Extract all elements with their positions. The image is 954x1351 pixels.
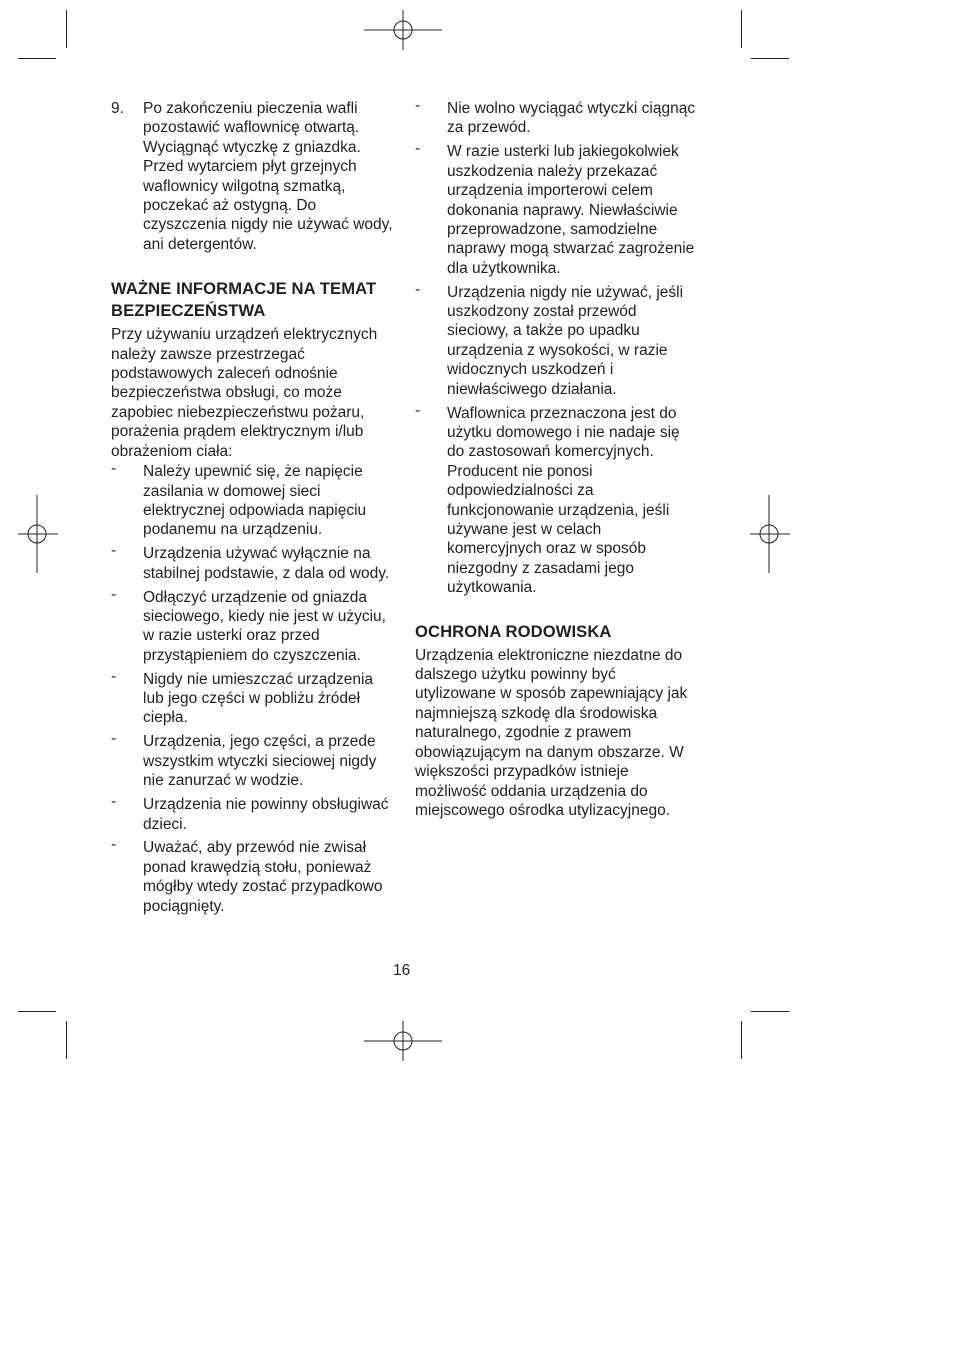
list-item — [111, 795, 393, 834]
crop-mark — [18, 58, 56, 59]
numbered-step-9 — [111, 99, 393, 254]
crop-mark — [18, 1011, 56, 1012]
list-item — [415, 401, 700, 598]
crop-mark — [751, 1011, 789, 1012]
list-dash: - — [111, 667, 117, 685]
list-item — [111, 732, 393, 790]
list-item — [111, 667, 393, 728]
environment-heading: OCHRONA RODOWISKA — [415, 621, 612, 641]
step-number: 9. — [111, 100, 124, 117]
crop-mark — [66, 10, 67, 48]
list-dash: - — [111, 793, 117, 811]
registration-mark-icon — [364, 1021, 442, 1061]
list-dash: - — [415, 401, 421, 419]
list-item-text: Urządzenia nie powinny obsługiwać dzieci. — [143, 796, 389, 833]
list-item — [415, 99, 700, 138]
crop-mark — [66, 1021, 67, 1059]
list-item-text: W razie usterki lub jakiegokolwiek uszkodzenia należy przekazać urządzenia importerowi celem dokonania naprawy. Niewłaściwie przeprowadzone, samodzielne naprawy mogą stwarzać zagrożenie dla użytkownika. — [447, 143, 695, 277]
registration-mark-icon — [364, 10, 442, 50]
list-dash: - — [415, 140, 421, 158]
safety-intro: Przy używaniu urządzeń elektrycznych należy zawsze przestrzegać podstawowych zaleceń odnośnie bezpieczeństwa obsługi, co może zapobiec niebezpieczeństwu pożaru, porażenia prądem elektrycznym i/lub obrażeniom ciała: — [111, 326, 378, 460]
list-item-text: Należy upewnić się, że napięcie zasilania w domowej sieci elektrycznej odpowiada napięciu podanemu na urządzeniu. — [143, 463, 367, 539]
list-item — [111, 544, 393, 583]
list-item-text: Waflownica przeznaczona jest do użytku domowego i nie nadaje się do zastosowań komercyjnych. Producent nie ponosi odpowiedzialności za funkcjonowanie urządzenia, jeśli używane jest w celach komercyjnych oraz w sposób niezgodny z zasadami jego użytkowania. — [447, 404, 680, 597]
crop-mark — [741, 1021, 742, 1059]
crop-mark — [751, 58, 789, 59]
list-item-text: Nigdy nie umieszczać urządzenia lub jego części w pobliżu źródeł ciepła. — [143, 670, 374, 727]
list-dash: - — [415, 97, 421, 114]
left-column — [111, 99, 393, 921]
safety-heading: WAŻNE INFORMACJE NA TEMAT BEZPIECZEŃSTWA — [111, 279, 377, 321]
safety-list-continued — [415, 99, 700, 598]
list-item-text: Urządzenia nigdy nie używać, jeśli uszkodzony został przewód sieciowy, a także po upadku urządzenia z wysokości, w razie widocznych uszkodzeń i niewłaściwego działania. — [447, 283, 684, 398]
step-text: Po zakończeniu pieczenia wafli pozostawić waflownicę otwartą. Wyciągnąć wtyczkę z gniazdka. Przed wytarciem płyt grzejnych waflownicy wilgotną szmatką, poczekać aż ostygną. Do czyszczenia nigdy nie używać wody, ani detergentów. — [143, 100, 393, 253]
list-dash: - — [111, 836, 117, 854]
list-item — [111, 585, 393, 666]
list-dash: - — [415, 280, 421, 298]
page-number: 16 — [393, 962, 411, 979]
list-item-text: Nie wolno wyciągać wtyczki ciągnąc za przewód. — [447, 100, 696, 137]
list-dash: - — [111, 542, 117, 560]
list-item-text: Urządzenia, jego części, a przede wszystkim wtyczki sieciowej nigdy nie zanurzać w wodzie. — [143, 733, 377, 790]
list-dash: - — [111, 730, 117, 748]
registration-mark-icon — [18, 495, 58, 573]
safety-list — [111, 462, 393, 916]
list-dash: - — [111, 460, 117, 478]
crop-mark — [741, 10, 742, 48]
list-item — [111, 838, 393, 916]
list-dash: - — [111, 585, 117, 603]
list-item-text: Odłączyć urządzenie od gniazda sieciowego, kiedy nie jest w użyciu, w razie usterki oraz przed przystąpieniem do czyszczenia. — [143, 588, 386, 664]
list-item-text: Uważać, aby przewód nie zwisał ponad krawędzią stołu, ponieważ mógłby wtedy zostać przypadkowo pociągnięty. — [143, 839, 383, 915]
environment-text: Urządzenia elektroniczne niezdatne do dalszego użytku powinny być utylizowane w sposób zapewniający jak najmniejszą szkodę dla środowiska naturalnego, zgodnie z prawem obowiązującym na danym obszarze. W większości przypadków istnieje możliwość oddania urządzenia do miejscowego ośrodka utylizacyjnego. — [415, 646, 688, 819]
registration-mark-icon — [750, 495, 790, 573]
list-item-text: Urządzenia używać wyłącznie na stabilnej podstawie, z dala od wody. — [143, 545, 390, 582]
right-column — [415, 99, 700, 820]
list-item — [111, 462, 393, 540]
list-item — [415, 280, 700, 399]
list-item — [415, 142, 700, 278]
